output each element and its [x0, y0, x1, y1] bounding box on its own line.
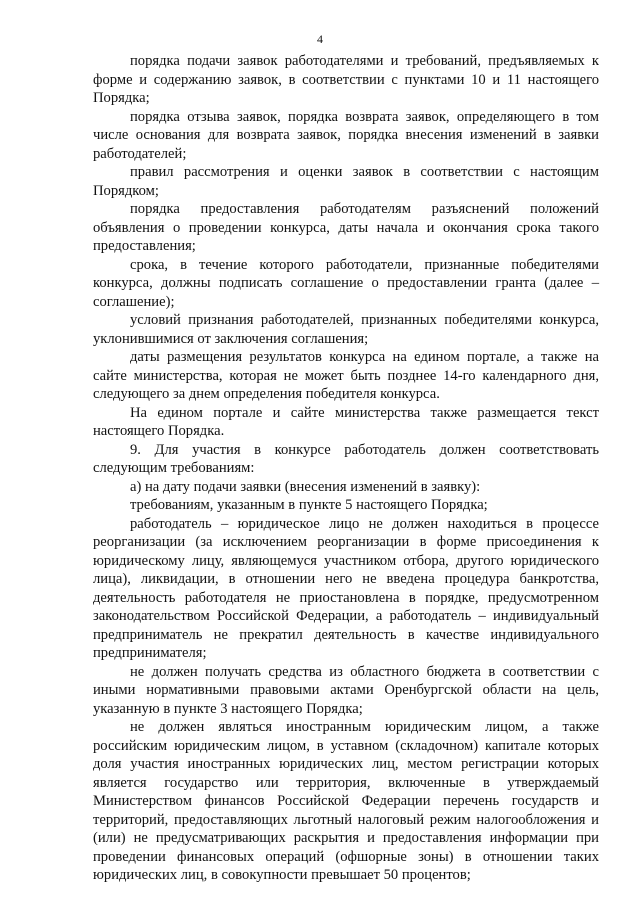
page-number: 4 — [317, 32, 323, 46]
paragraph: 9. Для участия в конкурсе работодатель должен соответствовать следующим требованиям: — [93, 441, 599, 476]
paragraph: правил рассмотрения и оценки заявок в соответствии с настоящим Порядком; — [93, 164, 599, 199]
paragraph: работодатель – юридическое лицо не должен находиться в процессе реорганизации (за исключением реорганизации в форме присоединения к юридическому лицу, являющемуся участником отбора, другого юридического лица), ликвидации, в отношении него не введена процедура банкротства, деятельность работодателя не приостановлена в порядке, предусмотренном законодательством Российской Федерации, а работодатель – индивидуальный предприниматель не прекратил деятельность в качестве индивидуального предпринимателя; — [93, 515, 599, 661]
paragraph: порядка подачи заявок работодателями и требований, предъявляемых к форме и содержанию заявок, в соответствии с пунктами 10 и 11 настоящего Порядка; — [93, 53, 599, 106]
paragraph: не должен получать средства из областного бюджета в соответствии с иными нормативными правовыми актами Оренбургской области на цель, указанную в пункте 3 настоящего Порядка; — [93, 663, 599, 717]
paragraph: На едином портале и сайте министерства также размещается текст настоящего Порядка. — [93, 404, 599, 439]
paragraph: даты размещения результатов конкурса на едином портале, а также на сайте министерства, которая не может быть позднее 14-го календарного дня, следующего за днем определения победителя конкурса. — [93, 349, 599, 402]
document-body — [93, 52, 599, 885]
paragraph: не должен являться иностранным юридическим лицом, а также российским юридическим лицом, в уставном (складочном) капитале которых доля участия иностранных юридических лиц, местом регистрации которых является государство или территория, включенные в утверждаемый Министерством финансов Российской Федерации перечень государств и территорий, предоставляющих льготный налоговый режим налогообложения и (или) не предусматривающих раскрытия и предоставления информации при проведении финансовых операций (офшорные зоны) в отношении таких юридических лиц, в совокупности превышает 50 процентов; — [93, 719, 599, 883]
paragraph: срока, в течение которого работодатели, признанные победителями конкурса, должны подписать соглашение о предоставлении гранта (далее – соглашение); — [93, 256, 599, 310]
paragraph: условий признания работодателей, признанных победителями конкурса, уклонившимися от заключения соглашения; — [93, 312, 599, 347]
paragraph: порядка предоставления работодателям разъяснений положений объявления о проведении конкурса, даты начала и окончания срока такого предоставления; — [93, 201, 599, 254]
paragraph: требованиям, указанным в пункте 5 настоящего Порядка; — [130, 497, 488, 513]
paragraph: а) на дату подачи заявки (внесения изменений в заявку): — [130, 478, 481, 495]
paragraph: порядка отзыва заявок, порядка возврата заявок, определяющего в том числе основания для возврата заявок, порядка внесения изменений в заявки работодателей; — [93, 108, 599, 162]
